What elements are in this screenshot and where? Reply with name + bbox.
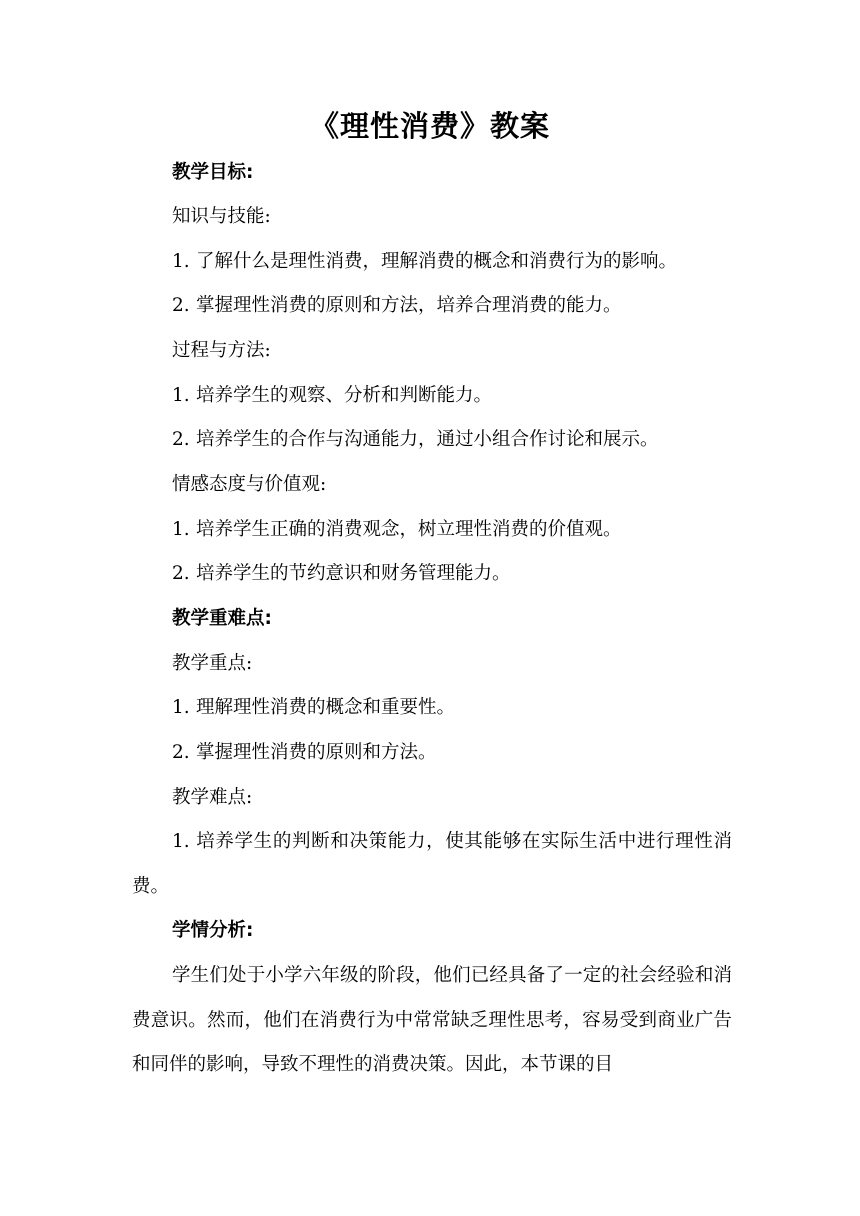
list-item-wrapped xyxy=(132,820,732,909)
list-item-number: 1. xyxy=(172,697,190,718)
list-item xyxy=(172,383,492,409)
list-item-text: 培养学生的合作与沟通能力，通过小组合作讨论和展示。 xyxy=(196,429,659,450)
list-item xyxy=(172,517,622,543)
list-item-text: 培养学生的观察、分析和判断能力。 xyxy=(196,385,493,406)
list-item xyxy=(172,427,659,453)
list-item xyxy=(172,695,455,721)
list-item xyxy=(172,249,677,275)
subsection-label-focus: 教学重点: xyxy=(172,653,253,674)
list-item-text: 掌握理性消费的原则和方法。 xyxy=(196,742,437,763)
subsection-label-process: 过程与方法: xyxy=(172,340,271,361)
document-title: 《理性消费》教案 xyxy=(309,109,550,143)
list-item-number: 2. xyxy=(172,429,190,450)
list-item-number: 2. xyxy=(172,563,190,584)
subsection-label-difficulty: 教学难点: xyxy=(172,787,253,808)
list-item-number: 1. xyxy=(172,385,190,406)
subsection-label-emotion: 情感态度与价值观: xyxy=(172,474,327,495)
list-item-number: 1. xyxy=(172,831,190,852)
list-item xyxy=(172,561,511,587)
section-heading-key-points: 教学重难点: xyxy=(172,608,272,629)
section-heading-analysis: 学情分析: xyxy=(172,920,254,941)
list-item-text: 培养学生的判断和决策能力，使其能够在实际生活中进行理性消费。 xyxy=(132,831,732,897)
list-item-number: 1. xyxy=(172,519,190,540)
list-item-text: 培养学生正确的消费观念，树立理性消费的价值观。 xyxy=(196,519,622,540)
list-item xyxy=(172,740,437,766)
list-item-text: 掌握理性消费的原则和方法，培养合理消费的能力。 xyxy=(196,295,622,316)
section-heading-objectives: 教学目标: xyxy=(172,162,254,183)
list-item xyxy=(172,293,622,319)
subsection-label-knowledge: 知识与技能: xyxy=(172,206,271,227)
list-item-number: 1. xyxy=(172,251,190,272)
list-item-text: 理解理性消费的概念和重要性。 xyxy=(196,697,456,718)
analysis-paragraph: 学生们处于小学六年级的阶段，他们已经具备了一定的社会经验和消费意识。然而，他们在消费行为中常常缺乏理性思考，容易受到商业广告和同伴的影响，导致不理性的消费决策。因此，本节课的目 xyxy=(132,965,732,1075)
list-item-number: 2. xyxy=(172,742,190,763)
list-item-text: 培养学生的节约意识和财务管理能力。 xyxy=(196,563,511,584)
list-item-text: 了解什么是理性消费，理解消费的概念和消费行为的影响。 xyxy=(196,251,678,272)
list-item-number: 2. xyxy=(172,295,190,316)
